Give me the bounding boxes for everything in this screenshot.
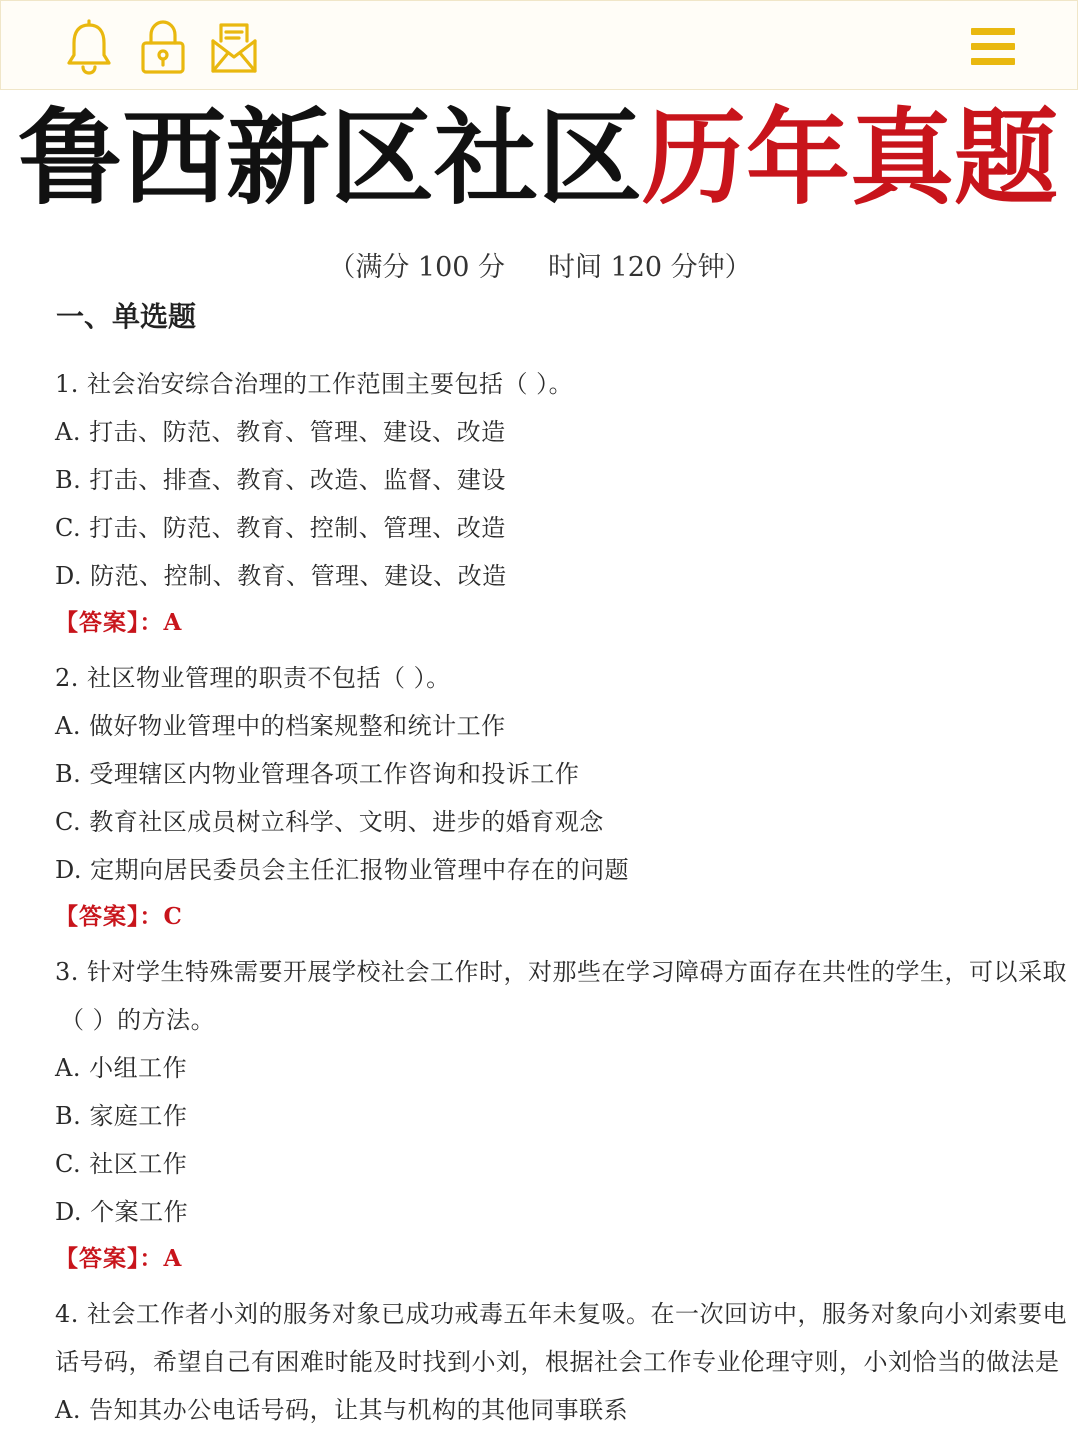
question-4-stem-line-2: 话号码，希望自己有困难时能及时找到小刘，根据社会工作专业伦理守则，小刘恰当的做法是 [55, 1348, 1060, 1376]
question-2-option-c: C. 教育社区成员树立科学、文明、进步的婚育观念 [55, 808, 604, 836]
question-3-option-a: A. 小组工作 [55, 1054, 188, 1082]
question-2-option-b: B. 受理辖区内物业管理各项工作咨询和投诉工作 [55, 760, 580, 788]
question-2-option-a: A. 做好物业管理中的档案规整和统计工作 [55, 712, 506, 740]
question-3-stem-line-2: （ ）的方法。 [60, 1006, 216, 1034]
question-3-stem-line-1: 3. 针对学生特殊需要开展学校社会工作时，对那些在学习障碍方面存在共性的学生，可以采取 [55, 958, 1068, 986]
menu-icon-bar [971, 58, 1015, 65]
question-1-option-a: A. 打击、防范、教育、管理、建设、改造 [55, 418, 506, 446]
question-4-option-a: A. 告知其办公电话号码，让其与机构的其他同事联系 [55, 1396, 629, 1424]
banner-title [18, 98, 1068, 218]
question-1-answer: 【答案】：A [55, 609, 183, 636]
menu-icon-bar [971, 43, 1015, 50]
question-3-option-d: D. 个案工作 [55, 1198, 189, 1226]
section-title: 一、单选题 [56, 300, 197, 333]
question-1-option-d: D. 防范、控制、教育、管理、建设、改造 [55, 562, 507, 590]
mail-icon[interactable] [209, 19, 259, 75]
top-toolbar [0, 0, 1078, 90]
menu-icon[interactable] [971, 28, 1015, 68]
question-1-stem: 1. 社会治安综合治理的工作范围主要包括（ ）。 [55, 370, 574, 398]
question-2-stem: 2. 社区物业管理的职责不包括（ ）。 [55, 664, 451, 692]
banner-title-black: 鲁西新区社区 [18, 97, 643, 219]
question-1-option-c: C. 打击、防范、教育、控制、管理、改造 [55, 514, 506, 542]
question-3-option-c: C. 社区工作 [55, 1150, 188, 1178]
lock-icon[interactable] [138, 19, 188, 75]
question-4-stem-line-1: 4. 社会工作者小刘的服务对象已成功戒毒五年未复吸。在一次回访中，服务对象向小刘索要电 [55, 1300, 1068, 1328]
banner-title-red: 历年真题 [642, 97, 1059, 219]
question-1-option-b: B. 打击、排查、教育、改造、监督、建设 [55, 466, 506, 494]
question-3-answer: 【答案】：A [55, 1245, 183, 1272]
question-3-option-b: B. 家庭工作 [55, 1102, 188, 1130]
question-2-option-d: D. 定期向居民委员会主任汇报物业管理中存在的问题 [55, 856, 630, 884]
bell-icon[interactable] [64, 19, 114, 75]
question-2-answer: 【答案】：C [55, 903, 183, 930]
exam-subtitle: （满分 100 分 时间 120 分钟） [328, 252, 752, 283]
menu-icon-bar [971, 28, 1015, 35]
